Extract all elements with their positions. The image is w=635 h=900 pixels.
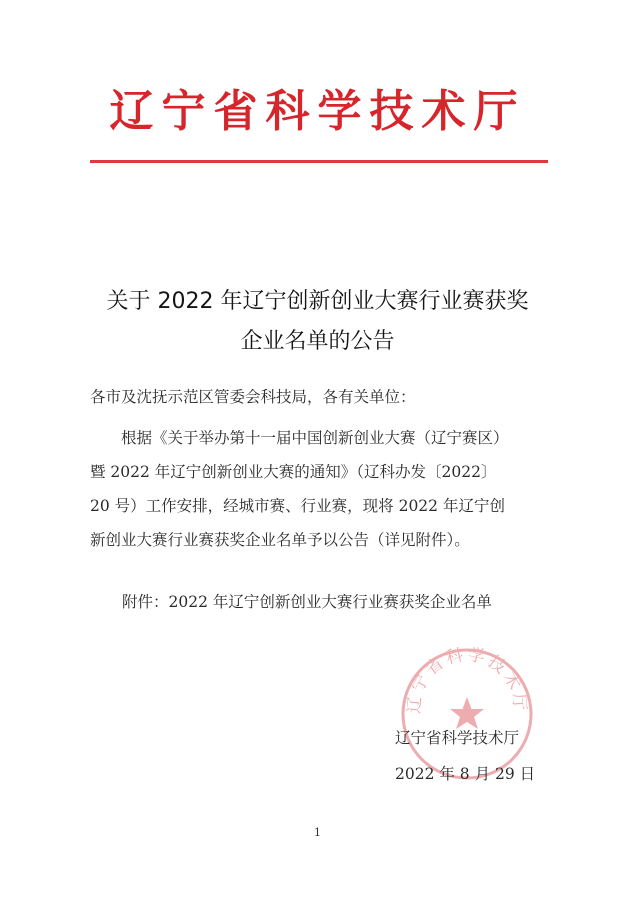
- salutation: 各市及沈抚示范区管委会科技局，各有关单位：: [90, 388, 416, 406]
- body-line-4: 新创业大赛行业赛获奖企业名单予以公告（详见附件）。: [90, 531, 470, 549]
- signature-date: 2022 年 8 月 29 日: [395, 765, 536, 783]
- seal-text: 辽宁省科学技术厅: [404, 645, 530, 715]
- notice-title-line-1: 关于 2022 年辽宁创新创业大赛行业赛获奖: [106, 289, 529, 314]
- signer-name: 辽宁省科学技术厅: [395, 729, 520, 747]
- body-line-3: 20 号）工作安排，经城市赛、行业赛，现将 2022 年辽宁创: [90, 497, 505, 515]
- seal-star-icon: [450, 697, 484, 729]
- header-red-rule: [90, 160, 548, 163]
- attachment-note: 附件：2022 年辽宁创新创业大赛行业赛获奖企业名单: [122, 593, 492, 611]
- notice-title: [60, 282, 575, 362]
- body-paragraph: [90, 421, 550, 557]
- agency-header-title: 辽宁省科学技术厅: [109, 86, 526, 137]
- body-line-1: 根据《关于举办第十一届中国创新创业大赛（辽宁赛区）: [121, 429, 509, 447]
- notice-title-line-2: 企业名单的公告: [240, 329, 395, 354]
- body-line-2: 暨 2022 年辽宁创新创业大赛的通知》（辽科办发〔2022〕: [90, 463, 497, 481]
- page-number: 1: [314, 826, 321, 839]
